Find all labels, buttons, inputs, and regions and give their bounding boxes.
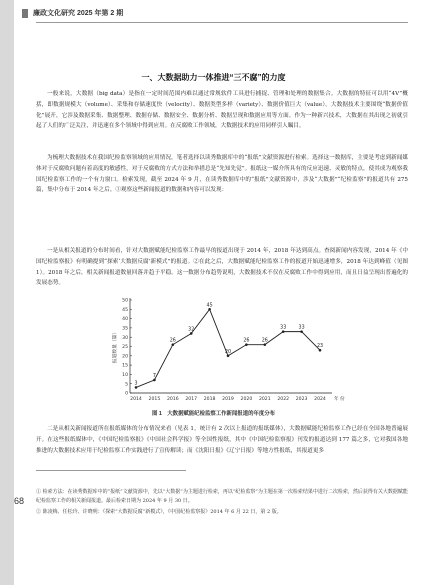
x-tick-label: 2017 <box>185 397 198 402</box>
footnote-rule <box>36 470 186 471</box>
y-tick-label: 0 <box>125 391 128 397</box>
data-point <box>172 343 175 346</box>
data-point <box>319 349 322 352</box>
data-label: 26 <box>243 338 250 344</box>
data-point <box>227 355 230 358</box>
y-tick-label: 20 <box>122 354 128 360</box>
chart-caption: 图 1 大数据赋能纪检监察工作新闻报道的年度分布 <box>151 411 276 417</box>
y-tick-label: 30 <box>122 335 128 341</box>
y-tick-label: 35 <box>122 326 128 332</box>
data-point <box>245 343 248 346</box>
x-tick-label: 2014 <box>130 397 142 402</box>
x-tick-label: 2024 <box>314 397 326 402</box>
y-axis-title: 报道数量（篇） <box>113 329 118 364</box>
y-tick-label: 15 <box>122 363 128 369</box>
data-label: 26 <box>169 338 176 344</box>
data-label: 3 <box>134 381 138 387</box>
line-chart <box>108 294 353 406</box>
page-side-bar <box>0 0 14 585</box>
x-tick-label: 2016 <box>166 397 179 402</box>
data-point <box>300 330 303 333</box>
data-point <box>208 308 211 311</box>
footnote-2: ② 陈凌梅、任松玲、许晓明：《探索“大数据反腐”新模式》，《中国纪检监察报》2014 年 6 月 22 日，第 2 版。 <box>36 509 282 515</box>
x-tick-label: 2022 <box>277 397 290 402</box>
data-label: 33 <box>298 325 305 331</box>
data-label: 23 <box>316 344 324 350</box>
x-tick-label: 2018 <box>203 397 216 402</box>
y-tick-label: 25 <box>122 345 128 351</box>
y-tick-label: 50 <box>122 298 128 304</box>
paragraph-3: 一是从相关报道的分布时间看，针对大数据赋能纪检监察工作最早的报道出现于 2014 年，2018 年达到高点。查阅新闻内容发现，2014 年《中国纪检监察报》有明确提到“探索‘大数据反腐’新模式”的报道。②在此之后，大数据赋能纪检监察工作的报道开始迅速增多，2018 年达到峰值（见图 1）。2018 年之后，相关新闻报道数量回落并趋于平稳。这一数据分布趋势说明，大数据技术不仅在反腐败工作中得到应用，而且日益呈现出普遍化的发展态势。 <box>36 248 408 287</box>
journal-title: 廉政文化研究 2025 年第 2 期 <box>33 10 124 17</box>
data-point <box>282 330 285 333</box>
page-number: 68 <box>14 496 25 506</box>
data-label: 33 <box>280 325 287 331</box>
y-tick-label: 5 <box>125 382 128 388</box>
y-tick-label: 10 <box>122 373 128 378</box>
header-marker <box>22 9 28 18</box>
section-title: 一、大数据助力一体推进“三不腐”的力度 <box>141 73 286 82</box>
data-point <box>135 386 138 389</box>
data-point <box>264 343 267 346</box>
data-label: 20 <box>224 349 232 355</box>
header-rule <box>36 22 408 23</box>
x-tick-label: 2023 <box>295 397 308 402</box>
series-line <box>136 309 320 387</box>
paragraph-2: 为梳理大数据技术在我国纪检监察领域的应用情况，笔者选择以读秀数据库中的“报纸”文献资源进行检索。选择这一数据库，主要是考虑到新闻媒体对于反腐败问题有着高度的敏感性，对于反腐败的方式方法和举措总是“先知先觉”。报纸这一媒介所具有的反应迅速、灵敏的特点，使其成为观察我国纪检监察工作的一个有力窗口。检索发现，截至 2024 年 9 月，在读秀数据库中的“报纸”文献资源中，涉及“大数据”“纪检监察”的报道共有 275 篇，集中分布于 2014 年之后。①观察这些新闻报道的数据和内容可以发现： <box>36 155 408 194</box>
y-tick-label: 40 <box>122 317 128 323</box>
x-tick-label: 2020 <box>240 397 253 402</box>
chart-svg <box>108 294 353 406</box>
data-label: 32 <box>188 327 195 333</box>
x-axis-title: 年 份 <box>334 397 345 402</box>
data-label: 26 <box>261 338 268 344</box>
data-label: 45 <box>206 303 213 309</box>
data-point <box>190 332 193 335</box>
footnote-1: ① 检索方法：在读秀数据库中的“报纸”文献资源中，先以“大数据”为主题进行检索，再以“纪检监察”为主题在第一次检索结果中进行二次检索，然后获得有关大数据赋能纪检监察工作的相关新闻报道。最后检索日期为 2024 年 9 月 30 日。 <box>36 489 408 504</box>
data-point <box>153 379 156 382</box>
x-tick-label: 2019 <box>222 397 234 402</box>
y-tick-label: 45 <box>122 307 128 313</box>
paragraph-4: 二是从相关新闻报道所在报纸媒体的分布情况来看（见表 1，统计有 2 次以上报道的报纸媒体），大数据赋能纪检监察工作已经在全国各地普遍展开。在这些报纸媒体中，《中国纪检监察报》《中国社会科学报》等全国性报纸，其中《中国纪检监察报》刊发的报道达到 177 篇之多，它对我国各地推进的大数据技术应用于纪检监察工作实践进行了宣传解读；而《沈阳日报》《辽宁日报》等地方性报纸，其报道更多 <box>36 426 408 454</box>
data-label: 7 <box>152 373 156 379</box>
x-tick-label: 2015 <box>148 397 161 402</box>
paragraph-1: 一般来说，大数据（big data）是指在一定时间范围内难以通过常规软件工具进行捕捉、管理和处理的数据集合。大数据的特征可以用“4V”概括，即数据规模大（volume）、采集和存储速度快（velocity）、数据类型多样（variety）、数据价值巨大（value）。大数据技术主要围绕“数据价值化”展开，它涉及数据采集、数据整理、数据存储、数据安全、数据分析、数据呈现和数据应用等方面。作为一种新兴技术，大数据在其出现之初就引起了人们的广泛关注，并迅速在多个领域中得到应用。在反腐败工作领域，大数据技术的应用同样引人瞩目。 <box>36 91 408 130</box>
journal-header <box>22 5 412 21</box>
x-tick-label: 2021 <box>258 397 271 402</box>
